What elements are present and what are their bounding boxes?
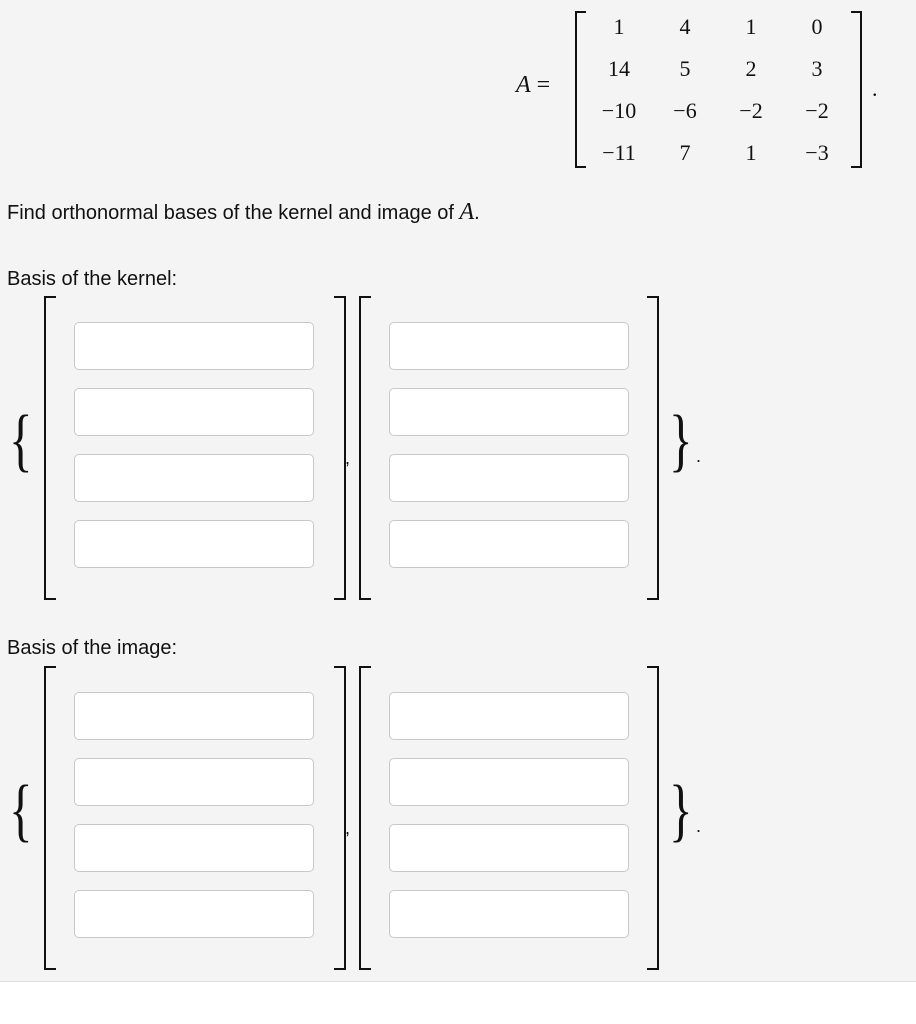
matrix-a: [586, 6, 850, 174]
matrix-cell: −2: [739, 98, 763, 123]
kernel-vector-1-entry-2[interactable]: [74, 388, 314, 436]
image-vector-2-entry-4[interactable]: [389, 890, 629, 938]
kernel-close-brace: }: [669, 402, 693, 479]
kernel-vector-1-entry-3[interactable]: [74, 454, 314, 502]
matrix-right-bracket: [851, 11, 862, 168]
matrix-left-bracket: [575, 11, 586, 168]
equals-sign: =: [530, 72, 551, 98]
image-vector-1-entry-4[interactable]: [74, 890, 314, 938]
matrix-variable: A: [516, 72, 531, 98]
prompt-end: .: [474, 202, 480, 224]
kernel-separator: ,: [345, 448, 351, 468]
image-vector-2-right-bracket: [647, 666, 659, 970]
matrix-cell: 7: [679, 140, 691, 165]
matrix-cell: 3: [811, 56, 823, 81]
matrix-cell: −3: [805, 140, 829, 165]
matrix-cell: −2: [805, 98, 829, 123]
matrix-cell: 14: [608, 56, 630, 81]
kernel-vector-2-left-bracket: [359, 296, 371, 600]
image-period: .: [696, 816, 702, 836]
matrix-cell: 4: [679, 14, 691, 39]
prompt-text: Find orthonormal bases of the kernel and image of: [7, 202, 460, 224]
matrix-cell: 1: [745, 14, 757, 39]
matrix-cell: 1: [745, 140, 757, 165]
matrix-cell: −10: [601, 98, 637, 123]
image-vector-1-entry-3[interactable]: [74, 824, 314, 872]
image-open-brace: {: [9, 772, 33, 849]
matrix-cell: 1: [613, 14, 625, 39]
image-vector-2-entry-3[interactable]: [389, 824, 629, 872]
prompt-variable: A: [459, 199, 475, 225]
kernel-vector-2-right-bracket: [647, 296, 659, 600]
matrix-cell: 2: [745, 56, 757, 81]
kernel-vector-2-entry-3[interactable]: [389, 454, 629, 502]
kernel-vector-2-entry-4[interactable]: [389, 520, 629, 568]
image-vector-1-entry-1[interactable]: [74, 692, 314, 740]
question-prompt: [7, 199, 480, 226]
kernel-open-brace: {: [9, 402, 33, 479]
matrix-cell: 5: [679, 56, 691, 81]
image-vector-2-entry-2[interactable]: [389, 758, 629, 806]
kernel-vector-1-entry-1[interactable]: [74, 322, 314, 370]
kernel-vector-2-entry-2[interactable]: [389, 388, 629, 436]
image-separator: ,: [345, 818, 351, 838]
matrix-period: .: [872, 76, 878, 101]
matrix-cell: −11: [602, 140, 636, 165]
matrix-equation-lhs: [516, 72, 550, 99]
kernel-period: .: [696, 446, 702, 466]
matrix-cell: −6: [673, 98, 697, 123]
kernel-vector-1-entry-4[interactable]: [74, 520, 314, 568]
image-vector-2-entry-1[interactable]: [389, 692, 629, 740]
kernel-vector-1-left-bracket: [44, 296, 56, 600]
image-label: Basis of the image:: [7, 637, 178, 659]
image-close-brace: }: [669, 772, 693, 849]
image-vector-1-entry-2[interactable]: [74, 758, 314, 806]
kernel-label: Basis of the kernel:: [7, 268, 178, 290]
kernel-vector-2-entry-1[interactable]: [389, 322, 629, 370]
matrix-cell: 0: [811, 14, 823, 39]
image-vector-2-left-bracket: [359, 666, 371, 970]
image-vector-1-left-bracket: [44, 666, 56, 970]
